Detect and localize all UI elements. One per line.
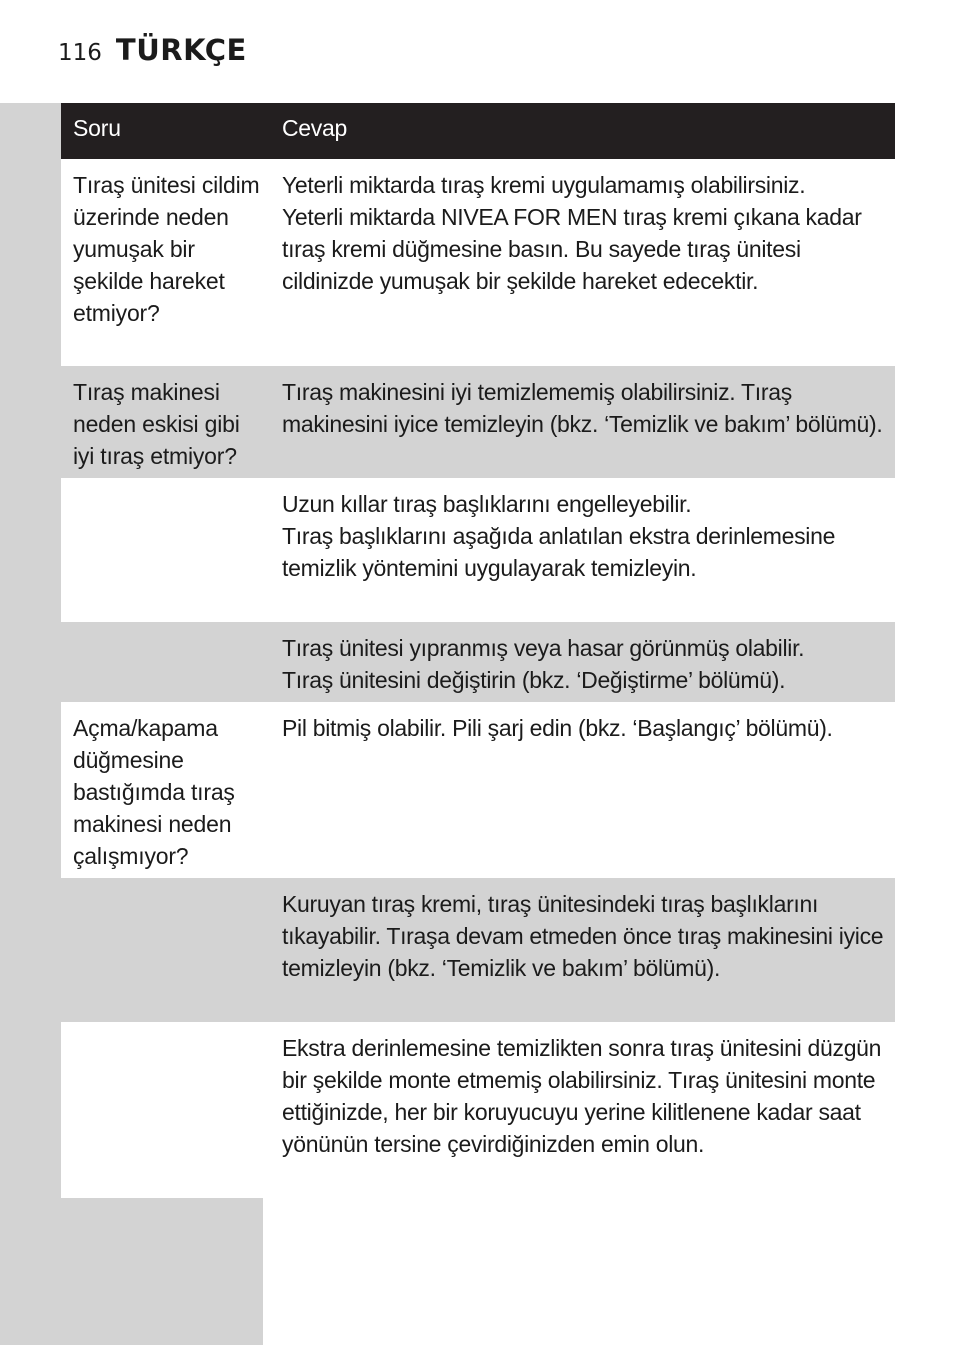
page-title: TÜRKÇE [115,33,247,67]
question-cell [61,622,270,702]
table-row [61,622,895,702]
table-header [61,103,895,159]
answer-cell: Kuruyan tıraş kremi, tıraş ünitesindeki tıraş başlıklarını tıkayabilir. Tıraşa devam etmeden önce tıraş makinesini iyice temizleyin (bkz. ‘Temizlik ve bakım’ bölümü). [282,891,884,981]
answer-cell: Ekstra derinlemesine temizlikten sonra tıraş ünitesini düzgün bir şekilde monte etmemiş olabilirsiniz. Tıraş ünitesini monte ettiğinizde, her bir koruyucuyu yerine kilitlenene kadar saat yönünün tersine çevirdiğinizden emin olun. [282,1035,882,1157]
question-cell [61,478,270,622]
answer-cell: Uzun kıllar tıraş başlıklarını engelleyebilir. Tıraş başlıklarını aşağıda anlatılan ekstra derinlemesine temizlik yöntemini uygulayarak temizleyin. [282,491,836,581]
page-number: 116 [58,40,102,66]
question-cell [61,878,270,1022]
question-cell [61,1022,270,1198]
answer-cell: Yeterli miktarda tıraş kremi uygulamamış olabilirsiniz. Yeterli miktarda NIVEA FOR MEN tıraş kremi çıkana kadar tıraş kremi düğmesine basın. Bu sayede tıraş ünitesi cildinizde yumuşak bir şekilde hareket edecektir. [282,172,862,294]
table-row [61,878,895,1022]
table-row [61,366,895,478]
troubleshooting-table [61,103,895,1198]
column-header-answer: Cevap [282,115,347,141]
question-cell: Tıraş makinesi neden eskisi gibi iyi tıraş etmiyor? [73,379,240,469]
answer-cell: Tıraş ünitesi yıpranmış veya hasar görünmüş olabilir. Tıraş ünitesini değiştirin (bkz. ‘Değiştirme’ bölümü). [282,635,805,693]
question-cell: Tıraş ünitesi cildim üzerinde neden yumuşak bir şekilde hareket etmiyor? [73,172,260,326]
page-header [58,33,247,67]
question-cell: Açma/kapama düğmesine bastığımda tıraş makinesi neden çalışmıyor? [73,715,235,869]
table-row [61,1022,895,1198]
table-row [61,702,895,878]
answer-cell: Pil bitmiş olabilir. Pili şarj edin (bkz. ‘Başlangıç’ bölümü). [282,715,833,741]
table-row [61,159,895,366]
table-row [61,478,895,622]
answer-cell: Tıraş makinesini iyi temizlememiş olabilirsiniz. Tıraş makinesini iyice temizleyin (bkz. ‘Temizlik ve bakım’ bölümü). [282,379,883,437]
column-header-question: Soru [73,115,121,141]
